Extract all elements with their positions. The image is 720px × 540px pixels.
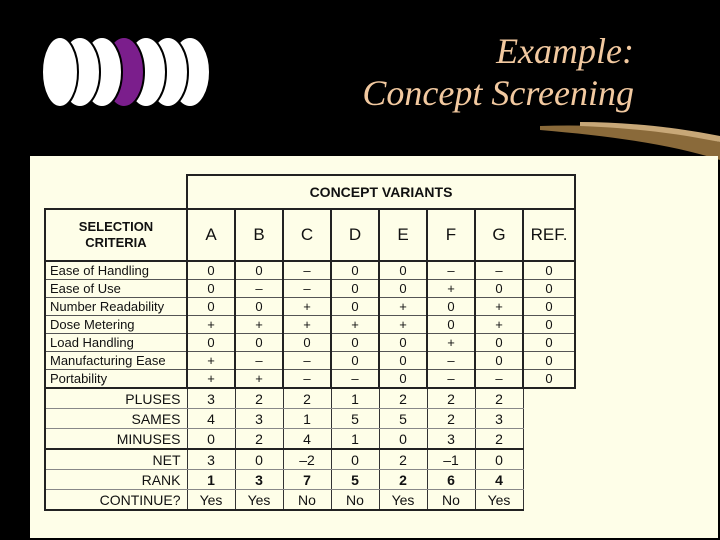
summary-label: CONTINUE? <box>45 490 187 511</box>
rating-cell: 0 <box>427 298 475 316</box>
criterion-name: Manufacturing Ease <box>45 352 187 370</box>
rating-cell: + <box>187 352 235 370</box>
concept-variants-header-row <box>45 175 575 209</box>
rating-cell: + <box>283 298 331 316</box>
summary-value: Yes <box>187 490 235 511</box>
summary-value: 2 <box>475 388 523 409</box>
summary-value: 1 <box>187 470 235 490</box>
rating-cell: 0 <box>187 280 235 298</box>
rating-cell: + <box>379 316 427 334</box>
rating-cell: 0 <box>331 334 379 352</box>
column-header-e: E <box>379 209 427 261</box>
summary-value: 5 <box>331 409 379 429</box>
rating-cell: + <box>379 298 427 316</box>
criteria-row <box>45 261 575 280</box>
summary-value: 0 <box>331 449 379 470</box>
screening-matrix <box>44 174 576 511</box>
summary-value: –1 <box>427 449 475 470</box>
slide-title <box>214 30 634 114</box>
summary-value: 3 <box>427 429 475 450</box>
rating-cell: – <box>235 352 283 370</box>
rating-cell: 0 <box>523 298 575 316</box>
summary-value: Yes <box>379 490 427 511</box>
title-line-1: Example: <box>496 31 634 71</box>
summary-label: NET <box>45 449 187 470</box>
selection-criteria-header: SELECTION CRITERIA <box>45 209 187 261</box>
criterion-name: Portability <box>45 370 187 389</box>
rating-cell: 0 <box>235 298 283 316</box>
summary-value: 3 <box>235 409 283 429</box>
summary-value: 2 <box>427 409 475 429</box>
summary-value: –2 <box>283 449 331 470</box>
rating-cell: + <box>427 334 475 352</box>
summary-value: 7 <box>283 470 331 490</box>
rating-cell: + <box>235 370 283 389</box>
criteria-row <box>45 334 575 352</box>
rating-cell: 0 <box>379 334 427 352</box>
rating-cell: 0 <box>523 316 575 334</box>
summary-value: 0 <box>187 429 235 450</box>
rating-cell: 0 <box>187 298 235 316</box>
summary-value: No <box>331 490 379 511</box>
rating-cell: + <box>187 316 235 334</box>
summary-value: 5 <box>331 470 379 490</box>
column-header-ref: REF. <box>523 209 575 261</box>
summary-row <box>45 409 575 429</box>
title-line-2: Concept Screening <box>362 73 634 113</box>
summary-value: 3 <box>235 470 283 490</box>
column-header-row <box>45 209 575 261</box>
rating-cell: – <box>283 280 331 298</box>
summary-value: Yes <box>475 490 523 511</box>
criteria-row <box>45 352 575 370</box>
rating-cell: – <box>427 261 475 280</box>
rating-cell: 0 <box>379 370 427 389</box>
summary-value: 0 <box>475 449 523 470</box>
criterion-name: Ease of Use <box>45 280 187 298</box>
rating-cell: 0 <box>235 334 283 352</box>
rating-cell: + <box>475 298 523 316</box>
summary-value: 4 <box>283 429 331 450</box>
rating-cell: + <box>235 316 283 334</box>
rating-cell: 0 <box>187 334 235 352</box>
summary-value: 1 <box>331 388 379 409</box>
criterion-name: Dose Metering <box>45 316 187 334</box>
summary-value: 4 <box>187 409 235 429</box>
column-header-g: G <box>475 209 523 261</box>
rating-cell: 0 <box>523 280 575 298</box>
summary-value: Yes <box>235 490 283 511</box>
summary-row <box>45 388 575 409</box>
criteria-row <box>45 370 575 389</box>
summary-value: 2 <box>427 388 475 409</box>
summary-value: 1 <box>331 429 379 450</box>
column-header-d: D <box>331 209 379 261</box>
rating-cell: 0 <box>379 280 427 298</box>
summary-value: 2 <box>379 470 427 490</box>
criteria-row <box>45 280 575 298</box>
criterion-name: Number Readability <box>45 298 187 316</box>
rating-cell: + <box>331 316 379 334</box>
rating-cell: 0 <box>523 261 575 280</box>
summary-value: 4 <box>475 470 523 490</box>
rating-cell: 0 <box>523 352 575 370</box>
summary-value: 2 <box>235 429 283 450</box>
rating-cell: 0 <box>331 261 379 280</box>
rating-cell: 0 <box>379 352 427 370</box>
rating-cell: – <box>427 352 475 370</box>
summary-value: No <box>427 490 475 511</box>
summary-label: SAMES <box>45 409 187 429</box>
rating-cell: 0 <box>523 334 575 352</box>
summary-row <box>45 449 575 470</box>
rating-cell: 0 <box>475 280 523 298</box>
criteria-rows <box>45 261 575 388</box>
summary-value: 5 <box>379 409 427 429</box>
column-header-f: F <box>427 209 475 261</box>
column-header-b: B <box>235 209 283 261</box>
summary-row <box>45 429 575 450</box>
rating-cell: + <box>427 280 475 298</box>
summary-value: 2 <box>235 388 283 409</box>
rating-cell: – <box>235 280 283 298</box>
concept-variants-header: CONCEPT VARIANTS <box>187 175 575 209</box>
summary-label: RANK <box>45 470 187 490</box>
summary-value: 0 <box>235 449 283 470</box>
rating-cell: 0 <box>283 334 331 352</box>
summary-value: 1 <box>283 409 331 429</box>
rating-cell: + <box>283 316 331 334</box>
summary-row <box>45 490 575 511</box>
rating-cell: 0 <box>331 352 379 370</box>
criteria-row <box>45 316 575 334</box>
decorative-swoosh <box>540 108 720 160</box>
summary-value: No <box>283 490 331 511</box>
summary-row <box>45 470 575 490</box>
column-header-c: C <box>283 209 331 261</box>
rating-cell: – <box>331 370 379 389</box>
summary-value: 6 <box>427 470 475 490</box>
rating-cell: 0 <box>379 261 427 280</box>
criterion-name: Load Handling <box>45 334 187 352</box>
rating-cell: 0 <box>235 261 283 280</box>
screening-table <box>44 174 576 511</box>
rating-cell: 0 <box>475 352 523 370</box>
rating-cell: – <box>475 261 523 280</box>
rating-cell: 0 <box>331 298 379 316</box>
summary-value: 2 <box>283 388 331 409</box>
criteria-row <box>45 298 575 316</box>
rating-cell: 0 <box>475 334 523 352</box>
rating-cell: – <box>283 370 331 389</box>
summary-value: 2 <box>475 429 523 450</box>
rating-cell: – <box>427 370 475 389</box>
logo-disc-7 <box>42 37 78 107</box>
summary-label: MINUSES <box>45 429 187 450</box>
summary-value: 3 <box>187 388 235 409</box>
summary-value: 2 <box>379 388 427 409</box>
filmstrip-logo <box>40 36 220 108</box>
rating-cell: + <box>187 370 235 389</box>
rating-cell: + <box>475 316 523 334</box>
rating-cell: – <box>283 352 331 370</box>
column-header-a: A <box>187 209 235 261</box>
rating-cell: 0 <box>187 261 235 280</box>
rating-cell: 0 <box>331 280 379 298</box>
summary-value: 2 <box>379 449 427 470</box>
summary-value: 3 <box>475 409 523 429</box>
rating-cell: 0 <box>523 370 575 389</box>
summary-value: 0 <box>379 429 427 450</box>
criterion-name: Ease of Handling <box>45 261 187 280</box>
rating-cell: – <box>283 261 331 280</box>
rating-cell: 0 <box>427 316 475 334</box>
summary-rows <box>45 388 575 510</box>
summary-label: PLUSES <box>45 388 187 409</box>
summary-value: 3 <box>187 449 235 470</box>
rating-cell: – <box>475 370 523 389</box>
